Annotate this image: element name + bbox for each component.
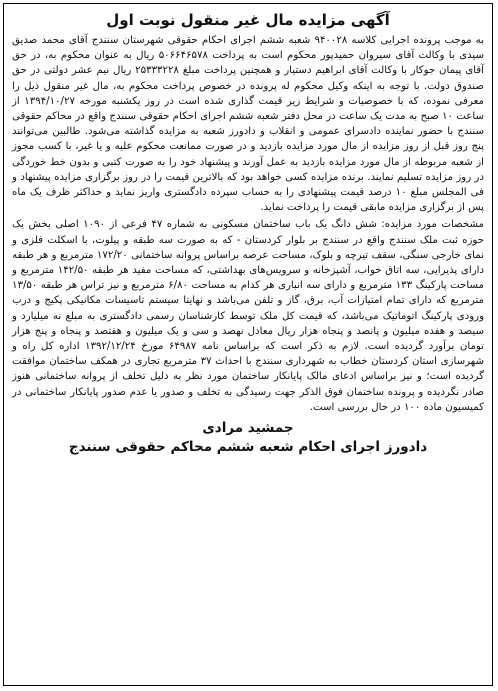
- notice-title: آگهی مزایده مال غیر منقول نوبت اول: [106, 11, 390, 29]
- auction-notice: [3, 3, 493, 686]
- case-paragraph: به موجب پرونده اجرایی کلاسه ۹۴۰۰۲۸ شعبه ششم اجرای احکام حقوقی شهرستان سنندج آقای محمد صدیق سیدی با وکالت آقای سیروان حمیدپور محکوم است به پرداخت ۵۰۶۶۴۶۵۷۸ ریال به عنوان محکوم به، در حق آقای پیمان جوکار با وکالت آقای ابراهیم دستیار و همچنین پرداخت مبلغ ۲۵۳۳۳۲۲۸ ریال نیم عشر دولتی در حق صندوق دولت. با توجه به اینکه وکیل محکوم له پرونده در خصوص پرداخت محکوم به، مال غیر منقول ذیل را معرفی نموده، که با خصوصیات و شرایط زیر قیمت گذاری شده است در روز یکشنبه مورخه ۱۳۹۴/۱۰/۲۷ از ساعت ۱۰ صبح به مدت یک ساعت در محل دفتر شعبه ششم اجرای احکام حقوقی سنندج واقع در محاکم حقوقی سنندج با حضور نماینده دادسرای عمومی و انقلاب و دادورز شعبه به مزایده گذاشته می‌شود. طالبین می‌توانند پنج روز قبل از روز مزایده از مال مورد مزایده بازدید و در صورت ممانعت محکوم علیه و یا غیر، با کسب مجوز از شعبه مربوطه از مال مورد مزایده بازدید به عمل آورند و پیشنهاد خود را به صورت کتبی و بدون خط خوردگی در روز مزایده تسلیم نمایند. برنده مزایده کسی خواهد بود که بالاترین قیمت را در روز برگزاری مزایده پیشنهاد و فی المجلس مبلغ ۱۰ درصد قیمت پیشنهادی را به حساب سپرده دادگستری واریز نماید و حداکثر ظرف یک ماه پس از برگزاری مزایده مابقی قیمت را پرداخت نماید.: [12, 35, 485, 214]
- signature-block: [12, 419, 484, 457]
- property-specs-paragraph: مشخصات مورد مزایده: شش دانگ یک باب ساختمان مسکونی به شماره ۴۷ فرعی از ۱۰۹۰ اصلی بخش یک حوزه ثبت ملک سنندج واقع در سنندج بر بلوار کردستان - که به صورت سه طبقه و پیلوت، با اسکلت فلزی و نمای خارجی سنگی، سقف تیرچه و بلوک، مساحت عرصه براساس پروانه ساختمانی ۱۷۲/۲۰ مترمربع و هر طبقه دارای پذیرایی، سه اتاق خواب، آشپزخانه و سرویس‌های بهداشتی، که مساحت مفید هر طبقه ۱۴۲/۵۰ مترمربع و مساحت پارکینگ ۱۳۳ مترمربع و دارای سه انباری هر کدام به مساحت ۶/۸۰ مترمربع و نیز تراس هر طبقه ۱۳/۵۰ مترمربع که دارای تمام امتیازات آب، برق، گاز و تلفن می‌باشد و نهایتا سیستم تاسیسات مکانیکی پکیج و درب ورودی پارکینگ اتوماتیک می‌باشد، که قیمت کل ملک توسط کارشناسان رسمی دادگستری به مبلغ نه میلیارد و سیصد و هفده میلیون و پانصد و پنجاه هزار ریال معادل نهصد و سی و یک میلیون و هفتصد و پنجاه و پنج هزار تومان برآورد گردیده است. لازم به ذکر است که براساس نامه ۶۴۹۸۷ مورخ ۱۳۹۲/۱۲/۲۴ اداره کل راه و شهرسازی استان کردستان خطاب به شهرداری سنندج با احداث ۳۷ مترمربع تجاری در همکف ساختمان موافقت گردیده است؛ و نیز براساس ادعای مالک پایانکار ساختمان مورد نظر به دلیل تخلف از پروانه ساختمانی هنوز صادر نگردیده و پرونده ساختمان فوق الذکر جهت رسیدگی به تخلف و صدور یا عدم صدور پایانکار ساختمانی در کمیسیون ماده ۱۰۰ در حال بررسی است.: [12, 219, 485, 413]
- signature-role: دادورز اجرای احکام شعبه ششم محاکم حقوقی سنندج: [68, 439, 428, 456]
- signature-name: جمشید مرادی: [202, 420, 294, 437]
- notice-body: [12, 33, 484, 415]
